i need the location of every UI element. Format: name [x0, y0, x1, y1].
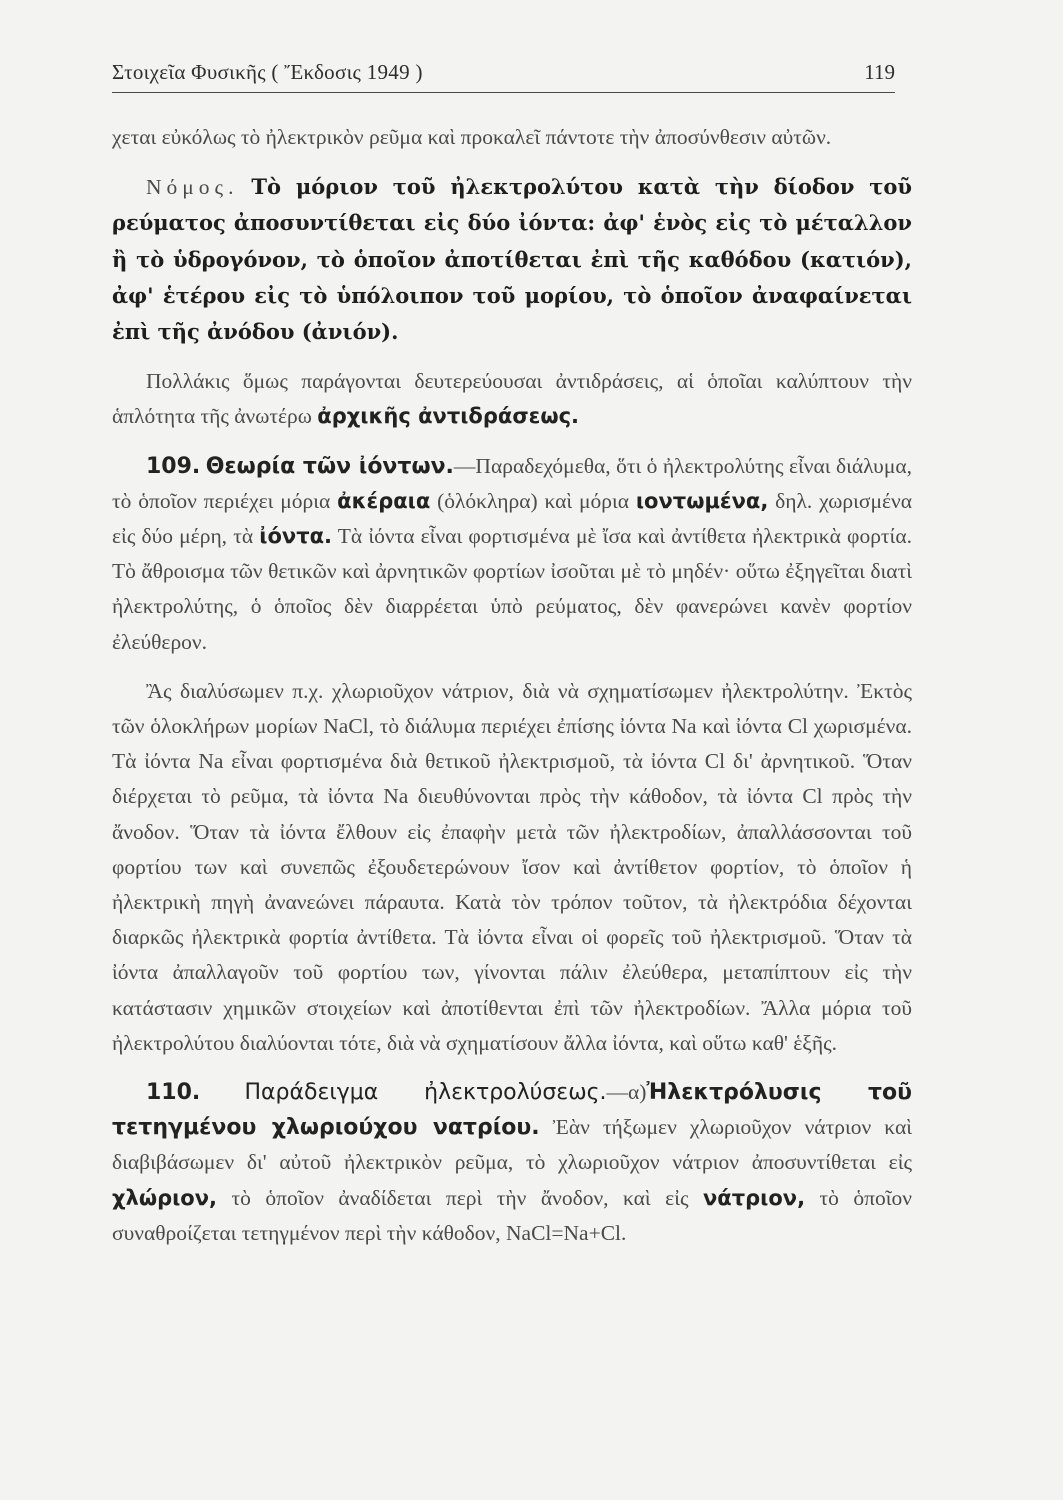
paragraph-law [112, 169, 912, 350]
running-header [112, 60, 895, 93]
emphasis-text: ἰόντα. [259, 524, 333, 549]
paragraph-continuation [112, 120, 912, 155]
subsection-marker: —α) [606, 1080, 647, 1105]
emphasis-text: ἀρχικῆς ἀντιδράσεως. [317, 404, 580, 429]
law-label: Νόμος. [146, 175, 239, 200]
paragraph-text: δηλ. χωρισμένα εἰς δύο μέρη, τὰ [112, 488, 912, 549]
section-110 [112, 1075, 912, 1251]
paragraph-text: χεται εὐκόλως τὸ ἠλεκτρικὸν ρεῦμα καὶ προκαλεῖ πάντοτε τὴν ἀποσύνθεσιν αὐτῶν. [112, 125, 832, 149]
paragraph-secondary-reactions [112, 364, 912, 434]
header-title: Στοιχεῖα Φυσικῆς ( Ἔκδοσις 1949 ) [112, 60, 423, 84]
paragraph-text: Ἐὰν τήξωμεν χλωριοῦχον νάτριον καὶ διαβιβάσωμεν δι' αὐτοῦ ἠλεκτρικὸν ρεῦμα, τὸ χλωριοῦχον νάτριον ἀποσυντίθεται εἰς [112, 1115, 912, 1175]
paragraph-text: (ὁλόκληρα) καὶ μόρια [437, 488, 630, 513]
section-number: 110. [146, 1080, 201, 1106]
emphasis-text: ιοντωμένα, [635, 488, 769, 513]
paragraph-text: —Παραδεχόμεθα, ὅτι ὁ ἠλεκτρολύτης εἶναι διάλυμα, τὸ ὁποῖον περιέχει μόρια [112, 453, 912, 513]
paragraph-text: Πολλάκις ὅμως παράγονται δευτερεύουσαι ἀντιδράσεις, αἱ ὁποῖαι καλύπτουν τὴν ἁπλότητα τῆς ἀνωτέρω [112, 369, 912, 429]
paragraph-nacl-example [112, 674, 912, 1061]
page-body [112, 120, 912, 1265]
paragraph-text: τὸ ὁποῖον ἀναδίδεται περὶ τὴν ἄνοδον, καὶ εἰς [231, 1185, 689, 1210]
emphasis-text: χλώριον, [112, 1185, 218, 1210]
emphasis-text: νάτριον, [702, 1185, 806, 1210]
paragraph-text: Ἂς διαλύσωμεν π.χ. χλωριοῦχον νάτριον, διὰ νὰ σχηματίσωμεν ἠλεκτρολύτην. Ἐκτὸς τῶν ὁλοκλήρων μορίων NaCl, τὸ διάλυμα περιέχει ἐπίσης ἰόντα Na καὶ ἰόντα Cl χωρισμένα. Τὰ ἰόντα Na εἶναι φορτισμένα διὰ θετικοῦ ἠλεκτρισμοῦ, τὰ ἰόντα Cl δι' ἀρνητικοῦ. Ὅταν διέρχεται τὸ ρεῦμα, τὰ ἰόντα Na διευθύνονται πρὸς τὴν κάθοδον, τὰ ἰόντα Cl πρὸς τὴν ἄνοδον. Ὅταν τὰ ἰόντα ἔλθουν εἰς ἐπαφὴν μετὰ τῶν ἠλεκτροδίων, ἀπαλλάσσονται τοῦ φορτίου των καὶ συνεπῶς ἐξουδετερώνουν ἴσον καὶ ἀντίθετον φορτίον, τὸ ὁποῖον ἡ ἠλεκτρικὴ πηγὴ ἀνανεώνει πάραυτα. Κατὰ τὸν τρόπον τοῦτον, τὰ ἠλεκτρόδια δέχονται διαρκῶς ἠλεκτρικὰ φορτία ἀντίθετα. Τὰ ἰόντα εἶναι οἱ φορεῖς τοῦ ἠλεκτρισμοῦ. Ὅταν τὰ ἰόντα ἀπαλλαγοῦν τοῦ φορτίου των, γίνονται πάλιν ἐλεύθερα, μεταπίπτουν εἰς τὴν κατάστασιν χημικῶν στοιχείων καὶ ἀποτίθενται ἐπὶ τῶν ἠλεκτροδίων. Ἄλλα μόρια τοῦ ἠλεκτρολύτου διαλύονται τότε, διὰ νὰ σχηματίσουν ἄλλα ἰόντα, καὶ οὕτω καθ' ἑξῆς. [112, 678, 912, 1055]
subsection-heading: Ἠλεκτρόλυσις τοῦ τετηγμένου χλωριούχου νατρίου. [112, 1080, 912, 1141]
paragraph-text: τὸ ὁποῖον συναθροίζεται τετηγμένον περὶ τὴν κάθοδον, NaCl=Na+Cl. [112, 1185, 912, 1245]
section-number: 109. [146, 453, 201, 479]
section-109 [112, 449, 912, 660]
paragraph-text: Τὰ ἰόντα εἶναι φορτισμένα μὲ ἴσα καὶ ἀντίθετα ἠλεκτρικὰ φορτία. Τὸ ἄθροισμα τῶν θετικῶν καὶ ἀρνητικῶν φορτίων ἰσοῦται μὲ τὸ μηδέν· οὕτω ἐξηγεῖται διατὶ ἠλεκτρολύτης, ὁ ὁποῖος δὲν διαρρέεται ὑπὸ ρεύματος, δὲν φανερώνει κανὲν φορτίον ἐλεύθερον. [112, 524, 912, 654]
page-number: 119 [864, 60, 895, 84]
section-heading: Παράδειγμα ἠλεκτρολύσεως. [244, 1080, 607, 1106]
section-heading: Θεωρία τῶν ἰόντων. [205, 453, 454, 479]
law-text: Τὸ μόριον τοῦ ἠλεκτρολύτου κατὰ τὴν δίοδον τοῦ ρεύματος ἀποσυντίθεται εἰς δύο ἰόντα: ἀφ' ἑνὸς εἰς τὸ μέταλλον ἢ τὸ ὑδρογόνον, τὸ ὁποῖον ἀποτίθεται ἐπὶ τῆς καθόδου (κατιόν), ἀφ' ἑτέρου εἰς τὸ ὑπόλοιπον τοῦ μορίου, τὸ ὁποῖον ἀναφαίνεται ἐπὶ τῆς ἀνόδου (ἀνιόν). [112, 174, 912, 345]
emphasis-text: ἀκέραια [337, 488, 431, 513]
